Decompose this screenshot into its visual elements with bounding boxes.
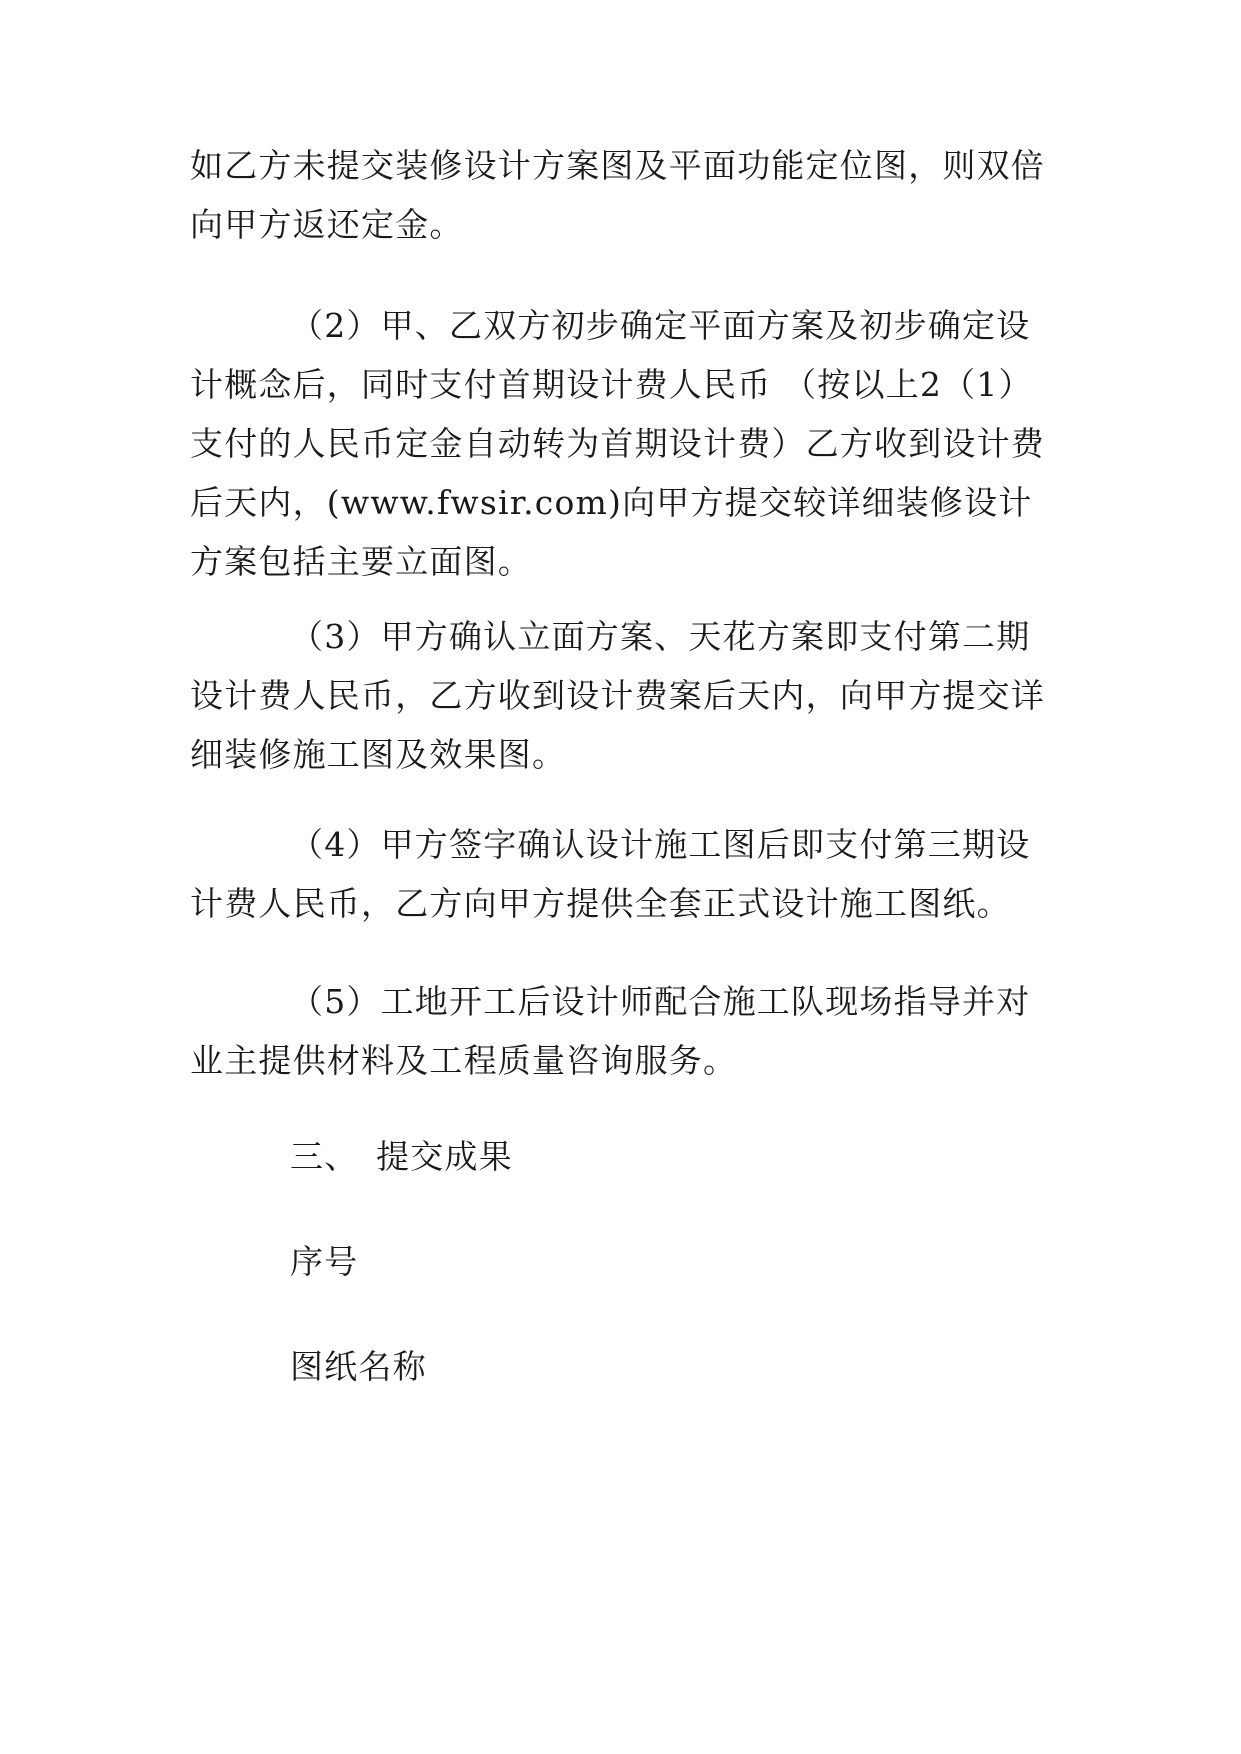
paragraph-deposit-return: 如乙方未提交装修设计方案图及平面功能定位图，则双倍向甲方返还定金。 — [190, 146, 1045, 244]
paragraph-clause-5: （5）工地开工后设计师配合施工队现场指导并对业主提供材料及工程质量咨询服务。 — [190, 982, 1031, 1080]
section-heading-deliverables: 三、 提交成果 — [290, 1137, 513, 1176]
paragraph-clause-4: （4）甲方签字确认设计施工图后即支付第三期设计费人民币，乙方向甲方提供全套正式设计施工图纸。 — [190, 825, 1031, 923]
column-label-drawing-name: 图纸名称 — [290, 1347, 427, 1386]
paragraph-clause-3: （3）甲方确认立面方案、天花方案即支付第二期设计费人民币，乙方收到设计费案后天内，向甲方提交详细装修施工图及效果图。 — [190, 617, 1045, 774]
column-label-index: 序号 — [290, 1242, 359, 1281]
paragraph-clause-2: （2）甲、乙双方初步确定平面方案及初步确定设计概念后，同时支付首期设计费人民币 （按以上2（1）支付的人民币定金自动转为首期设计费）乙方收到设计费后天内，(www.fwsir.com)向甲方提交较详细装修设计方案包括主要立面图。 — [190, 306, 1045, 581]
